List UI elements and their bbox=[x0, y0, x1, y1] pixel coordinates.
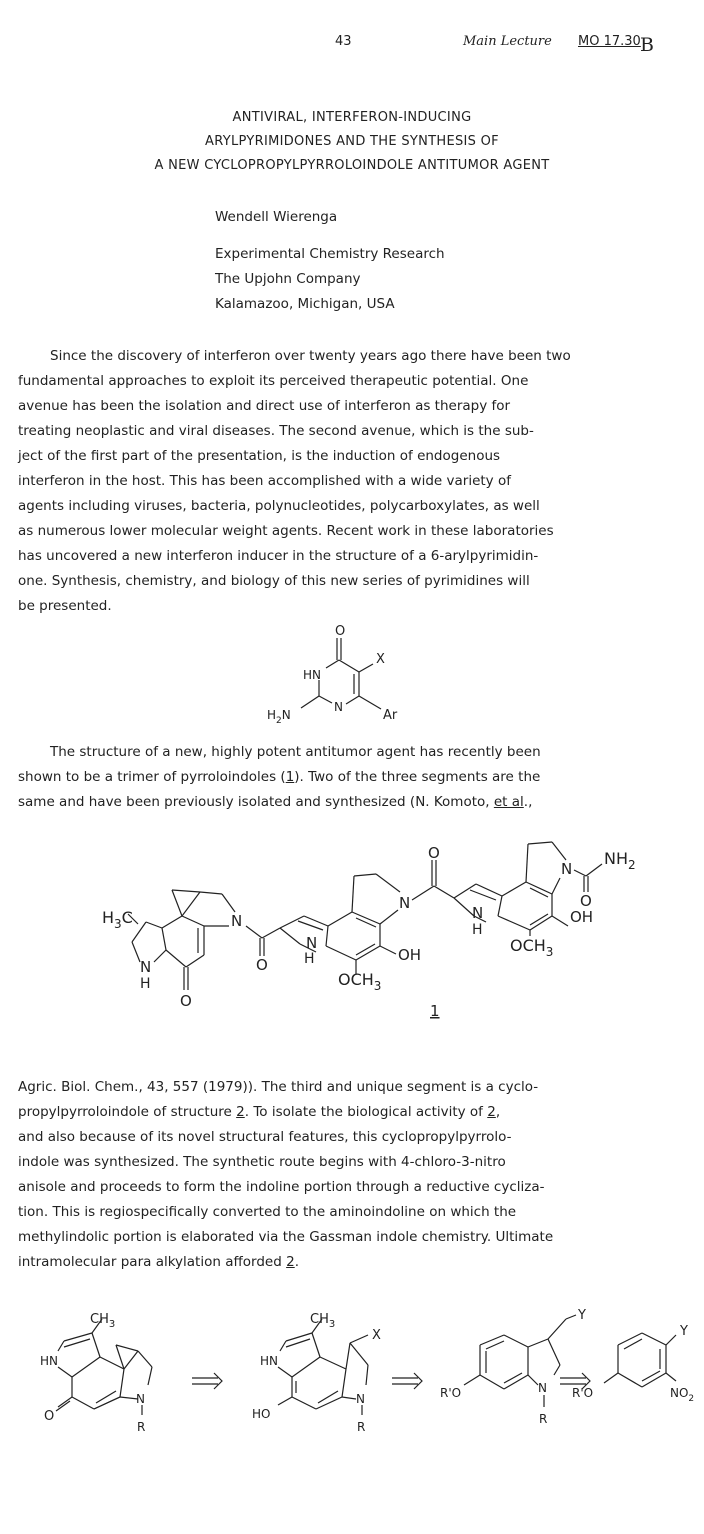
text-line: and also because of its novel structural features, this cyclopropylpyrrolo- bbox=[18, 1129, 512, 1145]
text-line: shown to be a trimer of pyrroloindoles (1). Two of the three segments are the bbox=[18, 769, 541, 785]
atom-o: O bbox=[180, 992, 192, 1010]
atom-h: H bbox=[304, 951, 315, 967]
atom-n: N bbox=[306, 934, 318, 952]
group-och3: $OCH_3$ bbox=[510, 936, 554, 959]
text-line: has uncovered a new interferon inducer in the structure of a 6-arylpyrimidin- bbox=[18, 548, 539, 564]
text-line: methylindolic portion is elaborated via the Gassman indole chemistry. Ultimate bbox=[18, 1229, 554, 1245]
paragraph-antitumor bbox=[18, 740, 686, 815]
atom-y: Y bbox=[578, 1308, 586, 1323]
atom-n: N bbox=[399, 894, 411, 912]
title-line: ANTIVIRAL, INTERFERON-INDUCING bbox=[232, 110, 472, 125]
text-line: one. Synthesis, chemistry, and biology of this new series of pyrimidines will bbox=[18, 573, 530, 589]
text-line: treating neoplastic and viral diseases. The second avenue, which is the sub- bbox=[18, 423, 534, 439]
atom-n: N bbox=[136, 1392, 145, 1406]
atom-o: O bbox=[256, 956, 268, 974]
affiliation-dept: Experimental Chemistry Research bbox=[215, 246, 445, 262]
atom-o: O bbox=[580, 892, 592, 910]
group-ar: Ar bbox=[383, 708, 398, 723]
atom-hn: HN bbox=[303, 668, 321, 682]
compound-ref: 2 bbox=[487, 1104, 496, 1120]
atom-x: X bbox=[372, 1328, 381, 1343]
text-line: Agric. Biol. Chem., 43, 557 (1979)). The third and unique segment is a cyclo- bbox=[18, 1079, 539, 1095]
atom-n: N bbox=[356, 1392, 365, 1406]
group-ro: R'O bbox=[440, 1386, 462, 1400]
paper-title bbox=[0, 106, 704, 178]
text-line: tion. This is regiospecifically converted to the aminoindoline on which the bbox=[18, 1204, 517, 1220]
group-oh: OH bbox=[570, 908, 594, 926]
atom-n: N bbox=[538, 1381, 547, 1395]
group-nh2: $NH_2$ bbox=[604, 849, 636, 872]
text-line: intramolecular para alkylation afforded 2. bbox=[18, 1254, 299, 1270]
atom-n: N bbox=[561, 860, 573, 878]
group-ro: R'O bbox=[572, 1386, 594, 1400]
atom-n: N bbox=[472, 904, 484, 922]
affiliation bbox=[215, 242, 445, 317]
text-line: indole was synthesized. The synthetic route begins with 4-chloro-3-nitro bbox=[18, 1154, 506, 1170]
group-h2n: $H_2N$ bbox=[267, 708, 291, 726]
atom-x: X bbox=[376, 652, 385, 667]
group-no2: $NO_2$ bbox=[670, 1386, 695, 1404]
affiliation-company: The Upjohn Company bbox=[215, 271, 361, 287]
text-line: be presented. bbox=[18, 598, 112, 614]
atom-h: H bbox=[472, 922, 483, 938]
atom-r: R bbox=[137, 1420, 146, 1434]
title-line: ARYLPYRIMIDONES AND THE SYNTHESIS OF bbox=[205, 134, 499, 149]
atom-n: N bbox=[231, 912, 243, 930]
compound-label-1: 1 bbox=[430, 1002, 440, 1020]
text-line: propylpyrroloindole of structure 2. To isolate the biological activity of 2, bbox=[18, 1104, 501, 1120]
atom-n: N bbox=[140, 958, 152, 976]
group-oh: OH bbox=[398, 946, 422, 964]
paragraph-synthesis bbox=[18, 1075, 686, 1275]
atom-o: O bbox=[44, 1409, 55, 1424]
atom-r: R bbox=[357, 1420, 366, 1434]
group-ch3: $CH_3$ bbox=[310, 1312, 336, 1330]
text-line: avenue has been the isolation and direct use of interferon as therapy for bbox=[18, 398, 511, 414]
text-line: Since the discovery of interferon over twenty years ago there have been two bbox=[50, 348, 571, 364]
compound-ref: 2 bbox=[236, 1104, 245, 1120]
et-al: et al bbox=[493, 794, 524, 810]
atom-y: Y bbox=[680, 1324, 688, 1339]
text-line: anisole and proceeds to form the indoline portion through a reductive cycliza- bbox=[18, 1179, 545, 1195]
atom-h: H bbox=[140, 976, 151, 992]
compound-ref: 2 bbox=[286, 1254, 295, 1270]
session-label: Main Lecture bbox=[463, 34, 552, 49]
group-ch3: $CH_3$ bbox=[90, 1312, 116, 1330]
page-number: 43 bbox=[335, 34, 352, 49]
affiliation-location: Kalamazoo, Michigan, USA bbox=[215, 296, 395, 312]
text-line: same and have been previously isolated and synthesized (N. Komoto, et al., bbox=[18, 794, 533, 810]
atom-n: N bbox=[334, 700, 343, 714]
pyrimidinone-structure bbox=[255, 615, 425, 730]
retrosynthesis-scheme bbox=[20, 1305, 704, 1465]
group-ho: HO bbox=[252, 1407, 271, 1421]
text-line: ject of the first part of the presentation, is the induction of endogenous bbox=[18, 448, 501, 464]
atom-o: O bbox=[428, 844, 440, 862]
paragraph-interferon bbox=[18, 344, 686, 619]
group-och3: $OCH_3$ bbox=[338, 970, 382, 993]
trimer-structure-1 bbox=[90, 830, 680, 1030]
text-line: interferon in the host. This has been accomplished with a wide variety of bbox=[18, 473, 511, 489]
atom-o: O bbox=[335, 624, 346, 639]
atom-hn: HN bbox=[260, 1354, 278, 1368]
author-name: Wendell Wierenga bbox=[215, 209, 338, 225]
text-line: agents including viruses, bacteria, polynucleotides, polycarboxylates, as well bbox=[18, 498, 540, 514]
text-line: The structure of a new, highly potent antitumor agent has recently been bbox=[50, 744, 541, 760]
title-line: A NEW CYCLOPROPYLPYRROLOINDOLE ANTITUMOR AGENT bbox=[154, 158, 550, 173]
text-line: fundamental approaches to exploit its perceived therapeutic potential. One bbox=[18, 373, 529, 389]
section-letter: B bbox=[640, 34, 654, 56]
session-code: MO 17.30 bbox=[578, 34, 641, 49]
atom-hn: HN bbox=[40, 1354, 58, 1368]
text-line: as numerous lower molecular weight agents. Recent work in these laboratories bbox=[18, 523, 554, 539]
compound-ref: 1 bbox=[285, 769, 295, 785]
group-h3c: $H_3C$ bbox=[102, 908, 133, 931]
atom-r: R bbox=[539, 1412, 548, 1426]
